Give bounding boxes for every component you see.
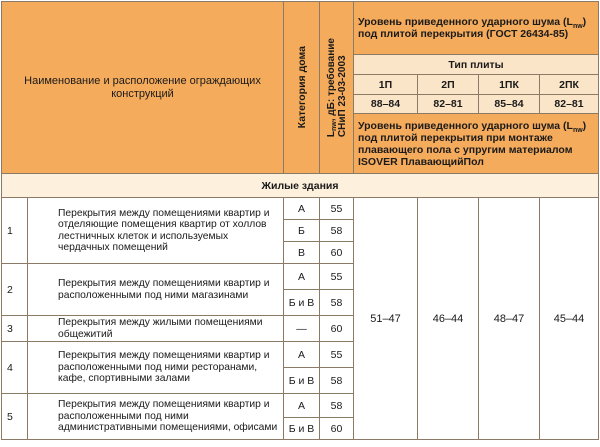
- category-cell: Б и В: [284, 418, 320, 440]
- requirement-cell: 60: [320, 418, 354, 440]
- category-cell: —: [284, 316, 320, 342]
- row-number: 4: [2, 342, 28, 394]
- requirement-cell: 58: [320, 394, 354, 418]
- requirement-cell: 60: [320, 242, 354, 264]
- result-1pk: 48–47: [479, 198, 540, 440]
- result-2pk: 45–44: [540, 198, 599, 440]
- category-cell: А: [284, 342, 320, 368]
- row-description: Перекрытия между помещениями квартир и отделяющие помещения квартир от холлов лестничных клеток и используемых чердачных помещений: [28, 198, 284, 264]
- category-column-header: [284, 2, 320, 174]
- slab-noise-1pk: 85–84: [479, 95, 540, 114]
- slab-noise-1p: 88–84: [354, 95, 418, 114]
- noise-requirements-table: [1, 1, 599, 440]
- requirement-cell: 58: [320, 290, 354, 316]
- row-number: 5: [2, 394, 28, 440]
- row-description: Перекрытия между жилыми помещениями общежитий: [28, 316, 284, 342]
- noise-with-floor-header: Уровень приведенного ударного шума $(L_{nw})$ под плитой перекрытия при монтаже плавающего пола с упругим материалом ISOVER ПлавающийПол: [354, 114, 599, 174]
- category-cell: Б и В: [284, 290, 320, 316]
- category-cell: Б: [284, 220, 320, 242]
- requirement-cell: 55: [320, 342, 354, 368]
- requirement-column-header-text: $L_{nw}$, дБ: требование СНиП 23-03-2003: [325, 37, 348, 138]
- result-1p: 51–47: [354, 198, 418, 440]
- row-description: Перекрытия между помещениями квартир и расположенными под ними ресторанами, кафе, спортивными залами: [28, 342, 284, 394]
- requirement-cell: 60: [320, 316, 354, 342]
- category-cell: Б и В: [284, 368, 320, 394]
- row-description: Перекрытия между помещениями квартир и расположенными под ними магазинами: [28, 264, 284, 316]
- category-cell: А: [284, 198, 320, 220]
- row-description: Перекрытия между помещениями квартир и расположенными под ними административными помещениями, офисами: [28, 394, 284, 440]
- requirement-cell: 58: [320, 220, 354, 242]
- category-cell: В: [284, 242, 320, 264]
- requirement-cell: 58: [320, 368, 354, 394]
- slab-type-1p: 1П: [354, 75, 418, 95]
- result-2p: 46–44: [418, 198, 479, 440]
- name-column-header: [2, 2, 284, 174]
- slab-noise-2p: 82–81: [418, 95, 479, 114]
- category-cell: А: [284, 264, 320, 290]
- row-number: 3: [2, 316, 28, 342]
- requirement-cell: 55: [320, 198, 354, 220]
- slab-type-2pk: 2ПК: [540, 75, 599, 95]
- section-title: Жилые здания: [2, 174, 599, 198]
- requirement-column-header: [320, 2, 354, 174]
- row-number: 2: [2, 264, 28, 316]
- slab-type-label: Тип плиты: [354, 55, 599, 75]
- noise-under-slab-header: Уровень приведенного ударного шума $(L_{nw})$ под плитой перекрытия (ГОСТ 26434-85): [354, 2, 599, 55]
- category-cell: А: [284, 394, 320, 418]
- name-column-header-text: Наименование и расположение ограждающих конструкций: [24, 74, 261, 100]
- slab-type-2p: 2П: [418, 75, 479, 95]
- row-number: 1: [2, 198, 28, 264]
- slab-noise-2pk: 82–81: [540, 95, 599, 114]
- requirement-cell: 55: [320, 264, 354, 290]
- slab-type-1pk: 1ПК: [479, 75, 540, 95]
- category-column-header-text: Категория дома: [295, 46, 308, 129]
